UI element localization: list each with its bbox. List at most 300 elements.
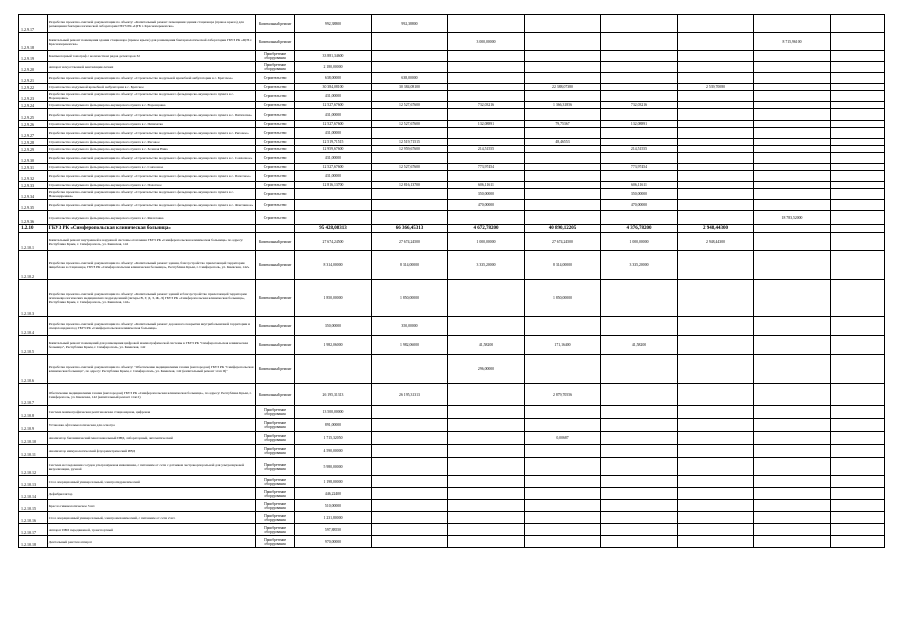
row-name: Капитальный ремонт помещения здания стационара (правое крыло) для размещения бактериологической лаборатории ГБУЗ РК «ЦГБ г. Красноперекопска» (47, 33, 255, 51)
table-body (19, 15, 885, 548)
row-value (601, 355, 678, 384)
row-value (677, 419, 754, 432)
row-value: 2 180,00000 (295, 62, 372, 73)
row-value (754, 109, 831, 121)
row-value (677, 182, 754, 189)
row-value (448, 139, 525, 146)
row-value: 1 982,06000 (371, 336, 448, 355)
row-value (371, 406, 448, 419)
row-empty-cell (830, 355, 884, 384)
row-value (601, 139, 678, 146)
table-row (19, 524, 885, 536)
row-category: Строительство (255, 171, 294, 182)
row-name: Разработка проектно-сметной документации по объекту: «Строительство модульного фельдшерско-акушерского пункта в с. Воронцовка» (47, 91, 255, 102)
row-value: 606,11611 (448, 182, 525, 189)
row-value: 350,00000 (371, 317, 448, 336)
table-row (19, 280, 885, 317)
row-name: Строительство модульного фельдшерско-акушерского пункта в с. Филатовка (47, 211, 255, 225)
row-value (371, 33, 448, 51)
row-code: 1.2.10.14 (19, 488, 48, 500)
row-value: 350,00000 (601, 189, 678, 200)
row-value (371, 62, 448, 73)
row-value (448, 419, 525, 432)
row-category: Приобретение оборудования (255, 500, 294, 512)
budget-table (18, 14, 885, 548)
row-value (448, 51, 525, 62)
row-value (448, 432, 525, 445)
row-name: Строительство модульного фельдшерско-акушерского пункта в с. Пятихатка (47, 121, 255, 128)
row-value (601, 500, 678, 512)
row-value (677, 102, 754, 109)
row-value (601, 445, 678, 458)
row-value (524, 73, 601, 84)
row-name: Разработка проектно-сметной документации по объекту: «Капитальный ремонт помещения здания стационара (правое крыло) для размещения бактериологической лаборатории ГБУЗ РК «ЦГБ г. Красноперекопска» (47, 15, 255, 33)
row-code: 1.2.9.20 (19, 62, 48, 73)
row-value: 1 715,32050 (295, 432, 372, 445)
row-value: 2 879,70556 (524, 384, 601, 406)
table-row (19, 200, 885, 211)
row-empty-cell (830, 225, 884, 233)
row-value: 12 959,67600 (371, 146, 448, 153)
row-code: 1.2.10.1 (19, 233, 48, 251)
row-empty-cell (830, 211, 884, 225)
row-value (448, 91, 525, 102)
row-code: 1.2.10.7 (19, 384, 48, 406)
row-empty-cell (830, 488, 884, 500)
table-row (19, 171, 885, 182)
table-row (19, 445, 885, 458)
row-category: Строительство (255, 73, 294, 84)
row-value: 1 000,00000 (448, 233, 525, 251)
row-value (524, 128, 601, 139)
row-name: Разработка проектно-сметной документации по объекту: «Капитальный ремонт зданий и благоустройство прилегающей территории психоневрологических медицинских подразделений (литеры В, Г, Д, З, Ж, Л) ГБУЗ РК «Симферопольская клиническая больница», Республика Крым, г. Симферополь, ул. Киевская, 142» (47, 280, 255, 317)
row-value (754, 182, 831, 189)
row-value (754, 164, 831, 171)
row-category: Приобретение оборудования (255, 458, 294, 476)
row-value (677, 51, 754, 62)
row-value (601, 419, 678, 432)
row-empty-cell (830, 406, 884, 419)
table-row (19, 139, 885, 146)
row-value (371, 488, 448, 500)
table-row (19, 121, 885, 128)
row-value: 470,00000 (601, 200, 678, 211)
row-value: 66 366,45313 (371, 225, 448, 233)
row-category: Строительство (255, 189, 294, 200)
row-value (601, 73, 678, 84)
row-code: 1.2.10.5 (19, 336, 48, 355)
row-value: 431,00000 (295, 153, 372, 164)
row-empty-cell (830, 251, 884, 280)
row-code: 1.2.10.12 (19, 458, 48, 476)
row-value: 30 384,08100 (295, 84, 372, 91)
row-value: 296,00000 (448, 355, 525, 384)
row-category: Капитальный ремонт (255, 33, 294, 51)
table-row (19, 91, 885, 102)
row-value: 95 428,08313 (295, 225, 372, 233)
row-value (601, 280, 678, 317)
row-value (524, 524, 601, 536)
row-value (295, 189, 372, 200)
row-value: 732,03216 (448, 102, 525, 109)
row-code: 1.2.10 (19, 225, 48, 233)
row-value (677, 189, 754, 200)
row-category (255, 225, 294, 233)
row-value (754, 225, 831, 233)
row-value: 79,75367 (524, 121, 601, 128)
row-category: Приобретение оборудования (255, 476, 294, 488)
row-value (754, 171, 831, 182)
row-code: 1.2.9.33 (19, 182, 48, 189)
row-value (601, 458, 678, 476)
row-category: Приобретение оборудования (255, 445, 294, 458)
row-value (524, 200, 601, 211)
row-value (754, 189, 831, 200)
row-value (448, 488, 525, 500)
budget-table-sheet (18, 14, 885, 548)
row-value: 132,08891 (448, 121, 525, 128)
row-value (295, 33, 372, 51)
table-row (19, 419, 885, 432)
row-category: Приобретение оборудования (255, 62, 294, 73)
row-value (677, 128, 754, 139)
row-value (524, 445, 601, 458)
row-code: 1.2.9.29 (19, 146, 48, 153)
row-category: Строительство (255, 200, 294, 211)
row-value (754, 445, 831, 458)
row-empty-cell (830, 280, 884, 317)
row-code: 1.2.9.28 (19, 139, 48, 146)
row-value (677, 432, 754, 445)
row-value: 8 314,00000 (524, 251, 601, 280)
row-code: 1.2.10.16 (19, 512, 48, 524)
row-value (754, 419, 831, 432)
row-category: Приобретение оборудования (255, 432, 294, 445)
row-code: 1.2.10.4 (19, 317, 48, 336)
row-value (524, 419, 601, 432)
table-row (19, 84, 885, 91)
row-category: Строительство (255, 91, 294, 102)
row-name: Капитальный ремонт внутренней и наружной системы отопления ГБУЗ РК «Симферопольская клиническая больница» по адресу: Республика Крым, г. Симферополь, ул. Киевская, 142 (47, 233, 255, 251)
row-value: 992,38800 (371, 15, 448, 33)
row-value (524, 33, 601, 51)
row-value (601, 51, 678, 62)
row-category: Капитальный ремонт (255, 280, 294, 317)
row-empty-cell (830, 536, 884, 548)
table-row (19, 146, 885, 153)
row-category: Строительство (255, 121, 294, 128)
row-value (448, 458, 525, 476)
row-value: 3 335,20000 (601, 251, 678, 280)
row-value (677, 73, 754, 84)
row-value: 431,00000 (295, 171, 372, 182)
row-code: 1.2.10.17 (19, 524, 48, 536)
row-value (524, 171, 601, 182)
row-name: ГБУЗ РК «Симферопольская клиническая больница» (47, 225, 255, 233)
row-name: Строительство модульного фельдшерско-акушерского пункта в с. Совхозное (47, 164, 255, 171)
row-empty-cell (830, 153, 884, 164)
row-value (295, 355, 372, 384)
row-empty-cell (830, 91, 884, 102)
row-value (601, 91, 678, 102)
table-row (19, 211, 885, 225)
table-row (19, 62, 885, 73)
table-row (19, 317, 885, 336)
row-value (601, 512, 678, 524)
table-row (19, 512, 885, 524)
row-empty-cell (830, 476, 884, 488)
row-code: 1.2.9.26 (19, 121, 48, 128)
row-value (677, 524, 754, 536)
row-name: Компьютерный томограф с количеством рядов детекторов 32 (47, 51, 255, 62)
row-value: 1 850,00000 (371, 280, 448, 317)
table-row (19, 15, 885, 33)
row-empty-cell (830, 189, 884, 200)
row-value (754, 476, 831, 488)
row-value (371, 51, 448, 62)
row-empty-cell (830, 317, 884, 336)
row-value: 992,38800 (295, 15, 372, 33)
row-value (677, 251, 754, 280)
row-value (524, 536, 601, 548)
row-value: 12 527,67600 (371, 121, 448, 128)
row-value: 40 890,12205 (524, 225, 601, 233)
row-value (677, 500, 754, 512)
row-value: 5 980,00000 (295, 458, 372, 476)
row-value (754, 146, 831, 153)
row-value (677, 164, 754, 171)
row-value (448, 384, 525, 406)
row-value (524, 211, 601, 225)
row-category: Строительство (255, 164, 294, 171)
row-value: 27 674,24500 (524, 233, 601, 251)
row-code: 1.2.9.36 (19, 211, 48, 225)
row-value (677, 336, 754, 355)
row-value (754, 153, 831, 164)
row-value: 638,00000 (371, 73, 448, 84)
row-value: 30 384,08100 (371, 84, 448, 91)
row-value (524, 355, 601, 384)
row-value (448, 500, 525, 512)
row-value (601, 384, 678, 406)
row-empty-cell (830, 336, 884, 355)
row-value (524, 317, 601, 336)
row-value: 18 783,52000 (754, 211, 831, 225)
row-code: 1.2.10.11 (19, 445, 48, 458)
row-category: Строительство (255, 211, 294, 225)
row-value (677, 536, 754, 548)
row-category: Приобретение оборудования (255, 51, 294, 62)
row-category: Приобретение оборудования (255, 488, 294, 500)
row-value: 4 590,00000 (295, 445, 372, 458)
table-row (19, 458, 885, 476)
row-value (754, 512, 831, 524)
row-value (754, 317, 831, 336)
row-value (754, 102, 831, 109)
row-name: Строительство модульного фельдшерско-акушерского пункта в с. Пахотное (47, 182, 255, 189)
row-value (601, 62, 678, 73)
row-value: 12 527,67600 (295, 121, 372, 128)
row-code: 1.2.9.21 (19, 73, 48, 84)
row-value: 1 198,00000 (295, 476, 372, 488)
row-value: 214,51555 (448, 146, 525, 153)
row-value (448, 109, 525, 121)
row-empty-cell (830, 512, 884, 524)
row-value: 8 314,00000 (371, 251, 448, 280)
row-value (601, 211, 678, 225)
row-category: Приобретение оборудования (255, 524, 294, 536)
row-value (524, 153, 601, 164)
row-value (677, 33, 754, 51)
row-value: 3 000,00000 (448, 33, 525, 51)
table-row (19, 432, 885, 445)
row-name: Дентальный рентген аппарат (47, 536, 255, 548)
row-value (524, 91, 601, 102)
row-value (677, 445, 754, 458)
table-row (19, 233, 885, 251)
row-value: 431,00000 (295, 128, 372, 139)
row-value: 773,97454 (448, 164, 525, 171)
row-name: Разработка проектно-сметной документации по объекту: «Строительство модульной врачебной амбулатории в с. Братское» (47, 73, 255, 84)
row-value (601, 109, 678, 121)
row-category: Капитальный ремонт (255, 384, 294, 406)
row-code: 1.2.10.15 (19, 500, 48, 512)
row-value: 1 850,00000 (295, 280, 372, 317)
row-value: 12 527,67600 (295, 164, 372, 171)
row-value (601, 317, 678, 336)
row-code: 1.2.10.9 (19, 419, 48, 432)
row-value (754, 251, 831, 280)
row-value (524, 500, 601, 512)
row-value (601, 171, 678, 182)
row-value (448, 476, 525, 488)
row-empty-cell (830, 384, 884, 406)
row-value (677, 153, 754, 164)
row-value (524, 406, 601, 419)
row-value: 431,00000 (295, 109, 372, 121)
row-empty-cell (830, 146, 884, 153)
row-value (371, 419, 448, 432)
row-value (601, 524, 678, 536)
row-value: 1 231,80000 (295, 512, 372, 524)
row-category: Приобретение оборудования (255, 536, 294, 548)
row-value (448, 84, 525, 91)
table-row (19, 536, 885, 548)
row-value: 26 195,31313 (371, 384, 448, 406)
table-row (19, 384, 885, 406)
row-value (754, 488, 831, 500)
table-row (19, 128, 885, 139)
row-value: 12 816,13700 (371, 182, 448, 189)
row-value (754, 384, 831, 406)
table-row (19, 488, 885, 500)
row-value (754, 91, 831, 102)
row-empty-cell (830, 164, 884, 171)
row-value (371, 171, 448, 182)
row-value: 26 195,31313 (295, 384, 372, 406)
row-code: 1.2.10.2 (19, 251, 48, 280)
row-category: Строительство (255, 128, 294, 139)
row-value (677, 406, 754, 419)
table-row (19, 182, 885, 189)
row-name: Система исследования сосудов ультразвуковая инвазивная, с питанием от сети с датчиком экстракорпоральной для ультразвуковой визуализации, ручной (47, 458, 255, 476)
row-value: 970,00000 (295, 536, 372, 548)
row-value: 446,22400 (295, 488, 372, 500)
row-value (677, 211, 754, 225)
row-empty-cell (830, 121, 884, 128)
row-value (601, 536, 678, 548)
row-category: Капитальный ремонт (255, 317, 294, 336)
row-value (524, 189, 601, 200)
row-name: Разработка проектно-сметной документации по объекту: «Строительство модульного фельдшерско-акушерского пункта в с. Фонтанное» (47, 200, 255, 211)
row-value (677, 384, 754, 406)
row-value: 1 982,06000 (295, 336, 372, 355)
table-row (19, 251, 885, 280)
row-name: Установка офтальмологическая для осмотра (47, 419, 255, 432)
row-value: 214,51555 (601, 146, 678, 153)
row-value (754, 336, 831, 355)
row-code: 1.2.9.31 (19, 164, 48, 171)
row-category: Капитальный ремонт (255, 233, 294, 251)
row-value (524, 109, 601, 121)
row-value (448, 445, 525, 458)
row-code: 1.2.10.8 (19, 406, 48, 419)
table-row-subtotal (19, 225, 885, 233)
row-value (754, 15, 831, 33)
row-name: Разработка проектно-сметной документации по объекту: «Строительство модульного фельдшерско-акушерского пункта в с. Рисовое» (47, 128, 255, 139)
row-value (371, 355, 448, 384)
row-value (448, 211, 525, 225)
table-row (19, 109, 885, 121)
row-code: 1.2.10.3 (19, 280, 48, 317)
row-value (448, 62, 525, 73)
row-value (371, 153, 448, 164)
row-value (448, 73, 525, 84)
row-value: 773,97454 (601, 164, 678, 171)
row-value (754, 458, 831, 476)
row-category: Строительство (255, 146, 294, 153)
row-empty-cell (830, 419, 884, 432)
row-name: Разработка проектно-сметной документации по объекту: «Строительство модульного фельдшерско-акушерского пункта в с. Новоандреевка» (47, 189, 255, 200)
row-value (677, 488, 754, 500)
row-empty-cell (830, 62, 884, 73)
row-value: 638,00000 (295, 73, 372, 84)
row-value: 12 959,67600 (295, 146, 372, 153)
row-value (754, 51, 831, 62)
row-value (754, 280, 831, 317)
row-name: Кресло гинекологическое 3 шт. (47, 500, 255, 512)
row-name: Строительство модульного фельдшерско-акушерского пункта в с. Зеленая Нива (47, 146, 255, 153)
row-value: 132,08891 (601, 121, 678, 128)
table-row (19, 73, 885, 84)
row-category: Приобретение оборудования (255, 512, 294, 524)
row-value (448, 536, 525, 548)
row-category: Капитальный ремонт (255, 15, 294, 33)
row-empty-cell (830, 524, 884, 536)
row-value: 350,00000 (448, 189, 525, 200)
row-value (371, 200, 448, 211)
row-name: Обеспечение медицинскими газами (кислородом) ГБУЗ РК «Симферопольская клиническая больница», по адресу: Республика Крым, г. Симферополь, ул. Киевская, 142 (капитальный ремонт этап I) (47, 384, 255, 406)
row-value (448, 280, 525, 317)
row-value (754, 536, 831, 548)
row-value: 8 715,96100 (754, 33, 831, 51)
row-value: 12 816,13700 (295, 182, 372, 189)
row-value (371, 432, 448, 445)
table-row (19, 500, 885, 512)
row-value (677, 146, 754, 153)
row-value (295, 211, 372, 225)
row-value (448, 128, 525, 139)
